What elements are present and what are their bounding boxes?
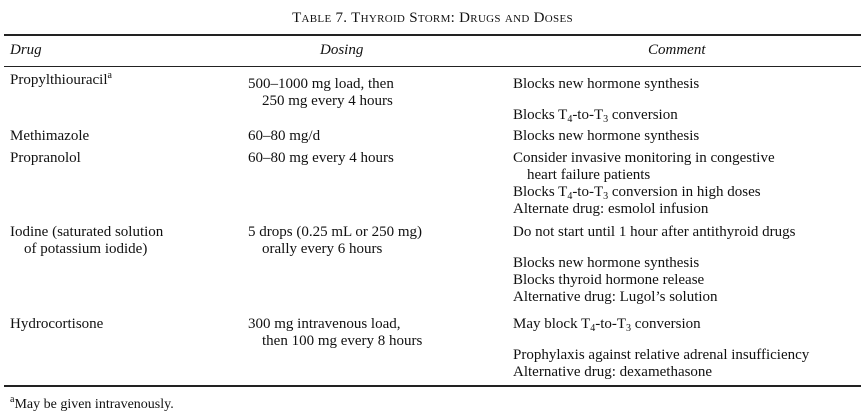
row-1-comment-cell — [513, 76, 863, 124]
row-4-comment-cell — [513, 224, 863, 306]
comment-line: Blocks new hormone synthesis — [513, 255, 700, 271]
row-1-dosing-cell — [248, 76, 503, 110]
drug-name-text: Hydrocortisone — [10, 316, 104, 332]
comment-line: Prophylaxis against relative adrenal insufficiency — [513, 347, 810, 363]
subscript: 3 — [603, 114, 609, 125]
dosing-line: 300 mg intravenous load, — [248, 316, 401, 332]
row-2-drug-cell — [10, 128, 245, 145]
header-rule — [4, 66, 861, 67]
dosing-line: 250 mg every 4 hours — [262, 93, 393, 109]
comment-line: Consider invasive monitoring in congestive — [513, 150, 775, 166]
subscript: 4 — [590, 323, 596, 334]
footnote-text: May be given intravenously. — [14, 397, 174, 412]
drug-name-text: Propranolol — [10, 150, 81, 166]
comment-line — [513, 184, 863, 201]
drug-name-line — [10, 72, 245, 89]
comment-gap — [513, 93, 863, 107]
comment-line: Alternate drug: esmolol infusion — [513, 201, 709, 217]
row-1-drug-cell — [10, 72, 245, 89]
comment-text: -to-T — [572, 184, 604, 200]
dosing-line: 60–80 mg every 4 hours — [248, 150, 394, 166]
footnote-marker: a — [10, 394, 15, 405]
comment-text: Blocks T — [513, 184, 568, 200]
row-4-drug-cell — [10, 224, 245, 258]
row-2-comment-cell — [513, 128, 863, 145]
comment-text: May block T — [513, 316, 591, 332]
comment-line — [513, 316, 863, 333]
row-3-comment-cell — [513, 150, 863, 218]
comment-text: conversion — [631, 316, 701, 332]
comment-line: Alternative drug: Lugol’s solution — [513, 289, 718, 305]
comment-text: -to-T — [595, 316, 627, 332]
row-3-drug-cell — [10, 150, 245, 167]
subscript: 3 — [603, 191, 609, 202]
comment-line: Do not start until 1 hour after antithyroid drugs — [513, 224, 796, 240]
dosing-line: orally every 6 hours — [262, 241, 383, 257]
subscript: 4 — [567, 191, 573, 202]
comment-text: conversion in high doses — [608, 184, 761, 200]
table-title: Table 7. Thyroid Storm: Drugs and Doses — [292, 10, 573, 26]
bottom-rule — [4, 385, 861, 387]
comment-line: Blocks new hormone synthesis — [513, 128, 700, 144]
footnote — [10, 394, 174, 413]
row-5-comment-cell — [513, 316, 863, 381]
column-header-drug: Drug — [10, 42, 42, 58]
subscript: 4 — [567, 114, 573, 125]
drug-name-line: of potassium iodide) — [24, 241, 148, 257]
dosing-line: 5 drops (0.25 mL or 250 mg) — [248, 224, 423, 240]
comment-gap — [513, 333, 863, 347]
drug-name-line: Iodine (saturated solution — [10, 224, 164, 240]
row-5-dosing-cell — [248, 316, 503, 350]
comment-line: Blocks thyroid hormone release — [513, 272, 705, 288]
comment-text: Blocks T — [513, 107, 568, 123]
comment-text: conversion — [608, 107, 678, 123]
row-4-dosing-cell — [248, 224, 503, 258]
comment-gap — [513, 241, 863, 255]
drug-name-text: Propylthiouracil — [10, 72, 108, 88]
comment-line — [513, 107, 863, 124]
dosing-line: 500–1000 mg load, then — [248, 76, 394, 92]
row-2-dosing-cell — [248, 128, 503, 145]
column-header-comment: Comment — [648, 42, 706, 58]
column-header-dosing: Dosing — [320, 42, 364, 58]
footnote-marker: a — [107, 70, 112, 81]
subscript: 3 — [626, 323, 632, 334]
drug-name-text: Methimazole — [10, 128, 90, 144]
row-3-dosing-cell — [248, 150, 503, 167]
row-5-drug-cell — [10, 316, 245, 333]
dosing-line: 60–80 mg/d — [248, 128, 321, 144]
top-rule — [4, 34, 861, 36]
comment-text: -to-T — [572, 107, 604, 123]
comment-line: Blocks new hormone synthesis — [513, 76, 700, 92]
comment-line: heart failure patients — [527, 167, 651, 183]
comment-line: Alternative drug: dexamethasone — [513, 364, 713, 380]
dosing-line: then 100 mg every 8 hours — [262, 333, 423, 349]
